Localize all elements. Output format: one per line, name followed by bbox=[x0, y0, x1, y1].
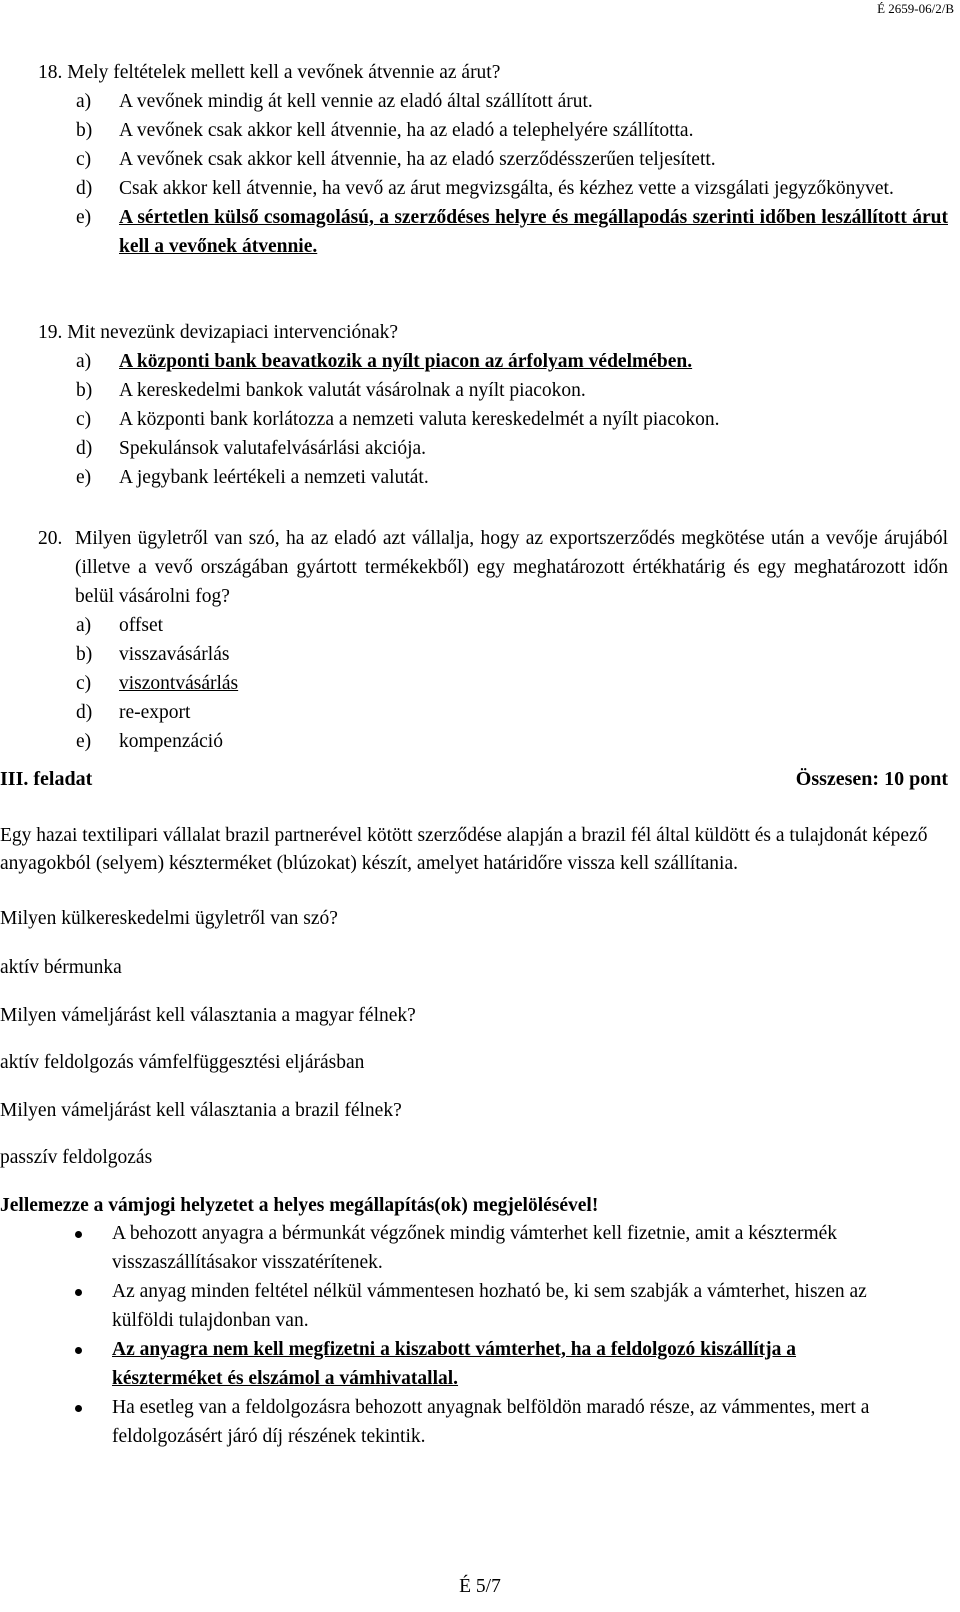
option-e-correct bbox=[38, 203, 948, 261]
question-stem: 18. Mely feltételek mellett kell a vevőnek átvennie az árut? bbox=[38, 62, 501, 83]
statement-text: Ha esetleg van a feldolgozásra behozott anyagnak belföldön maradó része, az vámmentes, mert a feldolgozásért járó díj részének tekintik. bbox=[112, 1397, 870, 1447]
page-number: É 5/7 bbox=[459, 1576, 501, 1597]
statement-item bbox=[0, 1394, 948, 1451]
option-text: A vevőnek csak akkor kell átvennie, ha az eladó a telephelyére szállította. bbox=[119, 120, 694, 141]
option-b bbox=[38, 640, 948, 669]
option-letter: a) bbox=[76, 615, 92, 636]
document-code: É 2659-06/2/B bbox=[877, 1, 954, 16]
option-b bbox=[38, 376, 948, 405]
statement-item-correct bbox=[0, 1336, 948, 1393]
option-letter: c) bbox=[76, 149, 92, 170]
option-letter: d) bbox=[76, 438, 93, 459]
option-e bbox=[38, 463, 948, 492]
option-text: A vevőnek csak akkor kell átvennie, ha az eladó szerződésszerűen teljesített. bbox=[119, 149, 716, 170]
statement-text: Az anyag minden feltétel nélkül vámmentesen hozható be, ki sem szabják a vámterhet, hiszen az külföldi tulajdonban van. bbox=[112, 1281, 867, 1331]
option-letter: d) bbox=[76, 702, 93, 723]
option-text: Csak akkor kell átvennie, ha vevő az árut megvizsgálta, és kézhez vette a vizsgálati jegyzőkönyvet. bbox=[119, 178, 894, 199]
option-text: A jegybank leértékeli a nemzeti valutát. bbox=[119, 467, 429, 488]
option-c-correct bbox=[38, 669, 948, 698]
bullet-icon bbox=[0, 1336, 112, 1393]
option-letter: a) bbox=[76, 91, 92, 112]
option-text: offset bbox=[119, 615, 164, 636]
task-header bbox=[0, 768, 948, 791]
bullet-icon bbox=[0, 1394, 112, 1451]
question-18 bbox=[38, 58, 948, 261]
statement-item bbox=[0, 1220, 948, 1277]
option-text: visszavásárlás bbox=[119, 644, 230, 665]
question-19 bbox=[38, 318, 948, 492]
option-d bbox=[38, 698, 948, 727]
option-text: A központi bank beavatkozik a nyílt piacon az árfolyam védelmében. bbox=[119, 351, 693, 372]
statement-list bbox=[0, 1220, 948, 1452]
task-answer-1: aktív bérmunka bbox=[0, 956, 122, 978]
option-text: A központi bank korlátozza a nemzeti valuta kereskedelmét a nyílt piacokon. bbox=[119, 409, 720, 430]
option-text: A sértetlen külső csomagolású, a szerződéses helyre és megállapodás szerinti időben leszállított árut kell a vevőnek átvennie. bbox=[119, 207, 948, 257]
option-text: re-export bbox=[119, 702, 191, 723]
option-letter: a) bbox=[76, 351, 92, 372]
option-e bbox=[38, 727, 948, 756]
option-letter: e) bbox=[76, 207, 92, 228]
option-letter: b) bbox=[76, 644, 93, 665]
option-a bbox=[38, 611, 948, 640]
option-text: Spekulánsok valutafelvásárlási akciója. bbox=[119, 438, 427, 459]
option-letter: e) bbox=[76, 467, 92, 488]
option-b bbox=[38, 116, 948, 145]
question-stem bbox=[38, 524, 948, 611]
task-answer-3: passzív feldolgozás bbox=[0, 1146, 153, 1168]
option-text: A vevőnek mindig át kell vennie az eladó által szállított árut. bbox=[119, 91, 593, 112]
option-d bbox=[38, 434, 948, 463]
bullet-icon bbox=[0, 1220, 112, 1277]
question-stem: 19. Mit nevezünk devizapiaci intervenciónak? bbox=[38, 322, 399, 343]
task-title: III. feladat bbox=[0, 768, 93, 790]
statement-text: Az anyagra nem kell megfizetni a kiszabott vámterhet, ha a feldolgozó kiszállítja a készterméket és elszámol a vámhivatallal. bbox=[112, 1339, 797, 1389]
question-text: Milyen ügyletről van szó, ha az eladó azt vállalja, hogy az exportszerződés megkötése után a vevője árujából (illetve a vevő országában gyártott termékekből) egy meghatározott értékhatárig és egy meghatározott időn belül vásárolni fog? bbox=[75, 528, 948, 607]
option-letter: c) bbox=[76, 673, 92, 694]
task-question-2: Milyen vámeljárást kell választania a magyar félnek? bbox=[0, 1004, 416, 1026]
question-number: 20. bbox=[38, 528, 63, 549]
option-letter: b) bbox=[76, 120, 93, 141]
option-text: kompenzáció bbox=[119, 731, 223, 752]
task-intro: Egy hazai textilipari vállalat brazil partnerével kötött szerződése alapján a brazil fél által küldött és a tulajdonát képező anyagokból (selyem) készterméket (blúzokat) készít, amelyet határidőre vissza kell szállítania. bbox=[0, 824, 928, 874]
task-question-3: Milyen vámeljárást kell választania a brazil félnek? bbox=[0, 1099, 402, 1121]
option-letter: c) bbox=[76, 409, 92, 430]
task-points: Összesen: 10 pont bbox=[795, 768, 948, 790]
statement-text: A behozott anyagra a bérmunkát végzőnek mindig vámterhet kell fizetnie, amit a késztermék visszaszállításakor visszatérítenek. bbox=[112, 1223, 838, 1273]
task-answer-2: aktív feldolgozás vámfelfüggesztési eljárásban bbox=[0, 1051, 365, 1073]
option-letter: d) bbox=[76, 178, 93, 199]
option-letter: b) bbox=[76, 380, 93, 401]
bullet-icon bbox=[0, 1278, 112, 1335]
statement-item bbox=[0, 1278, 948, 1335]
option-text: viszontvásárlás bbox=[119, 673, 239, 694]
option-c bbox=[38, 145, 948, 174]
question-20 bbox=[38, 524, 948, 756]
option-letter: e) bbox=[76, 731, 92, 752]
option-a bbox=[38, 87, 948, 116]
option-d bbox=[38, 174, 948, 203]
task-instruction: Jellemezze a vámjogi helyzetet a helyes megállapítás(ok) megjelölésével! bbox=[0, 1194, 599, 1216]
option-c bbox=[38, 405, 948, 434]
option-a-correct bbox=[38, 347, 948, 376]
option-text: A kereskedelmi bankok valutát vásárolnak a nyílt piacokon. bbox=[119, 380, 586, 401]
task-question-1: Milyen külkereskedelmi ügyletről van szó? bbox=[0, 907, 338, 929]
